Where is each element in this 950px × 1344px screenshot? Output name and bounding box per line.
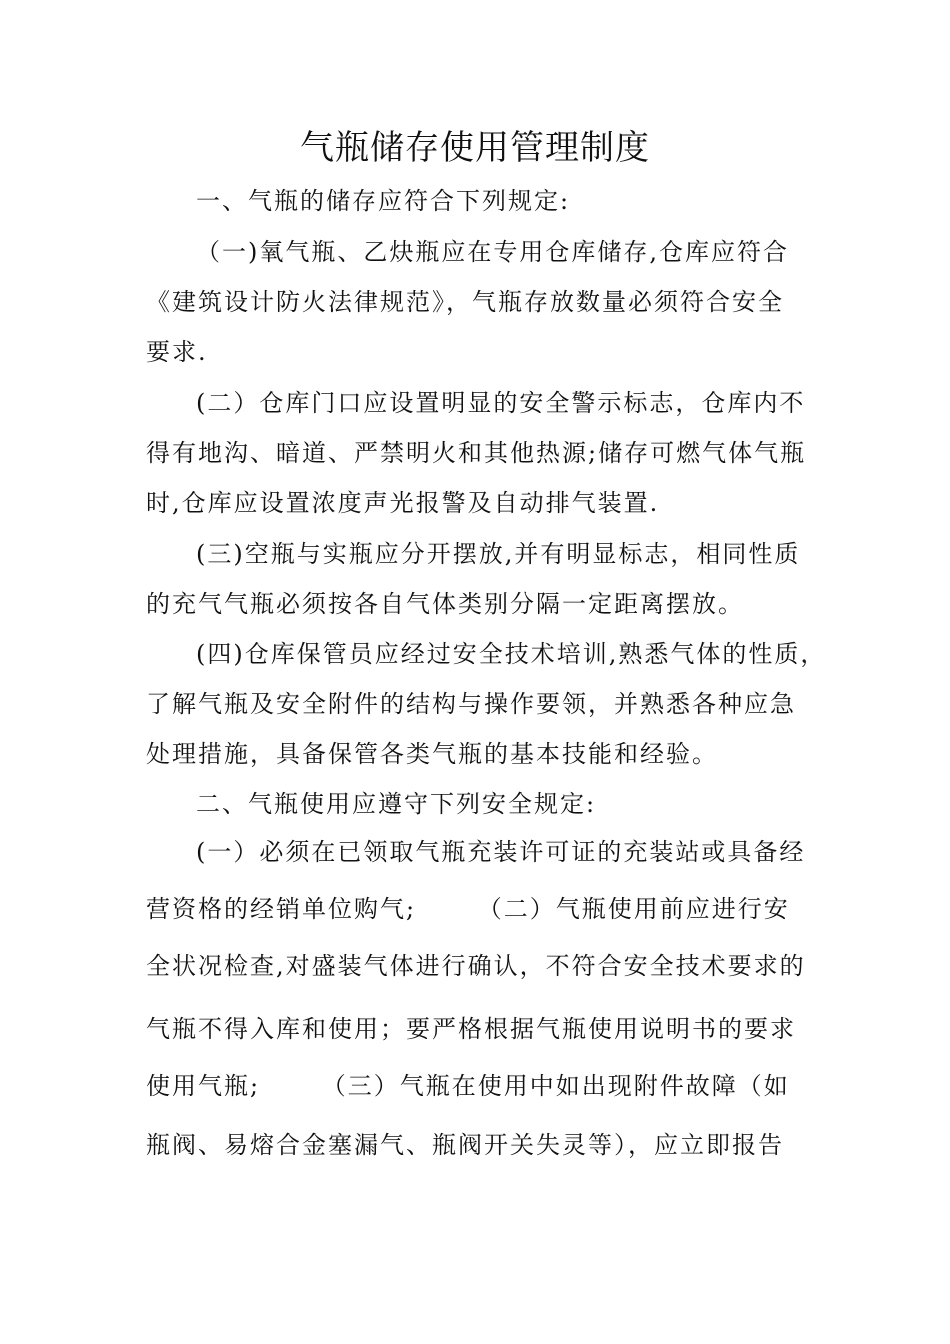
- paragraph-line: (一）必须在已领取气瓶充装许可证的充装站或具备经: [196, 838, 806, 866]
- paragraph-line: 《建筑设计防火法律规范》，气瓶存放数量必须符合安全: [146, 288, 784, 316]
- paragraph-line: 处理措施，具备保管各类气瓶的基本技能和经验。: [146, 740, 718, 768]
- paragraph-line: 气瓶不得入库和使用；要严格根据气瓶使用说明书的要求: [146, 1015, 796, 1043]
- section-heading-usage: 二、气瓶使用应遵守下列安全规定:: [196, 790, 597, 818]
- document-title: 气瓶储存使用管理制度: [300, 128, 650, 168]
- paragraph-line: 要求.: [146, 338, 208, 366]
- paragraph-line: 全状况检查,对盛装气体进行确认，不符合安全技术要求的: [146, 952, 806, 980]
- paragraph-line: 使用气瓶; （三）气瓶在使用中如出现附件故障（如: [146, 1072, 790, 1100]
- paragraph-line: （一)氧气瓶、乙炔瓶应在专用仓库储存,仓库应符合: [196, 238, 789, 266]
- paragraph-line: (二）仓库门口应设置明显的安全警示标志，仓库内不: [196, 389, 806, 417]
- paragraph-line: 营资格的经销单位购气; （二）气瓶使用前应进行安: [146, 895, 790, 923]
- paragraph-line: 瓶阀、易熔合金塞漏气、瓶阀开关失灵等），应立即报告: [146, 1131, 784, 1159]
- paragraph-line: (四)仓库保管员应经过安全技术培训,熟悉气体的性质，: [196, 640, 827, 668]
- paragraph-line: 的充气气瓶必须按各自气体类别分隔一定距离摆放。: [146, 590, 744, 618]
- paragraph-line: (三)空瓶与实瓶应分开摆放,并有明显标志，相同性质: [196, 540, 801, 568]
- paragraph-line: 了解气瓶及安全附件的结构与操作要领，并熟悉各种应急: [146, 690, 796, 718]
- section-heading-storage: 一、气瓶的储存应符合下列规定:: [196, 187, 571, 215]
- paragraph-line: 时,仓库应设置浓度声光报警及自动排气装置.: [146, 489, 660, 517]
- paragraph-line: 得有地沟、暗道、严禁明火和其他热源;储存可燃气体气瓶: [146, 439, 807, 467]
